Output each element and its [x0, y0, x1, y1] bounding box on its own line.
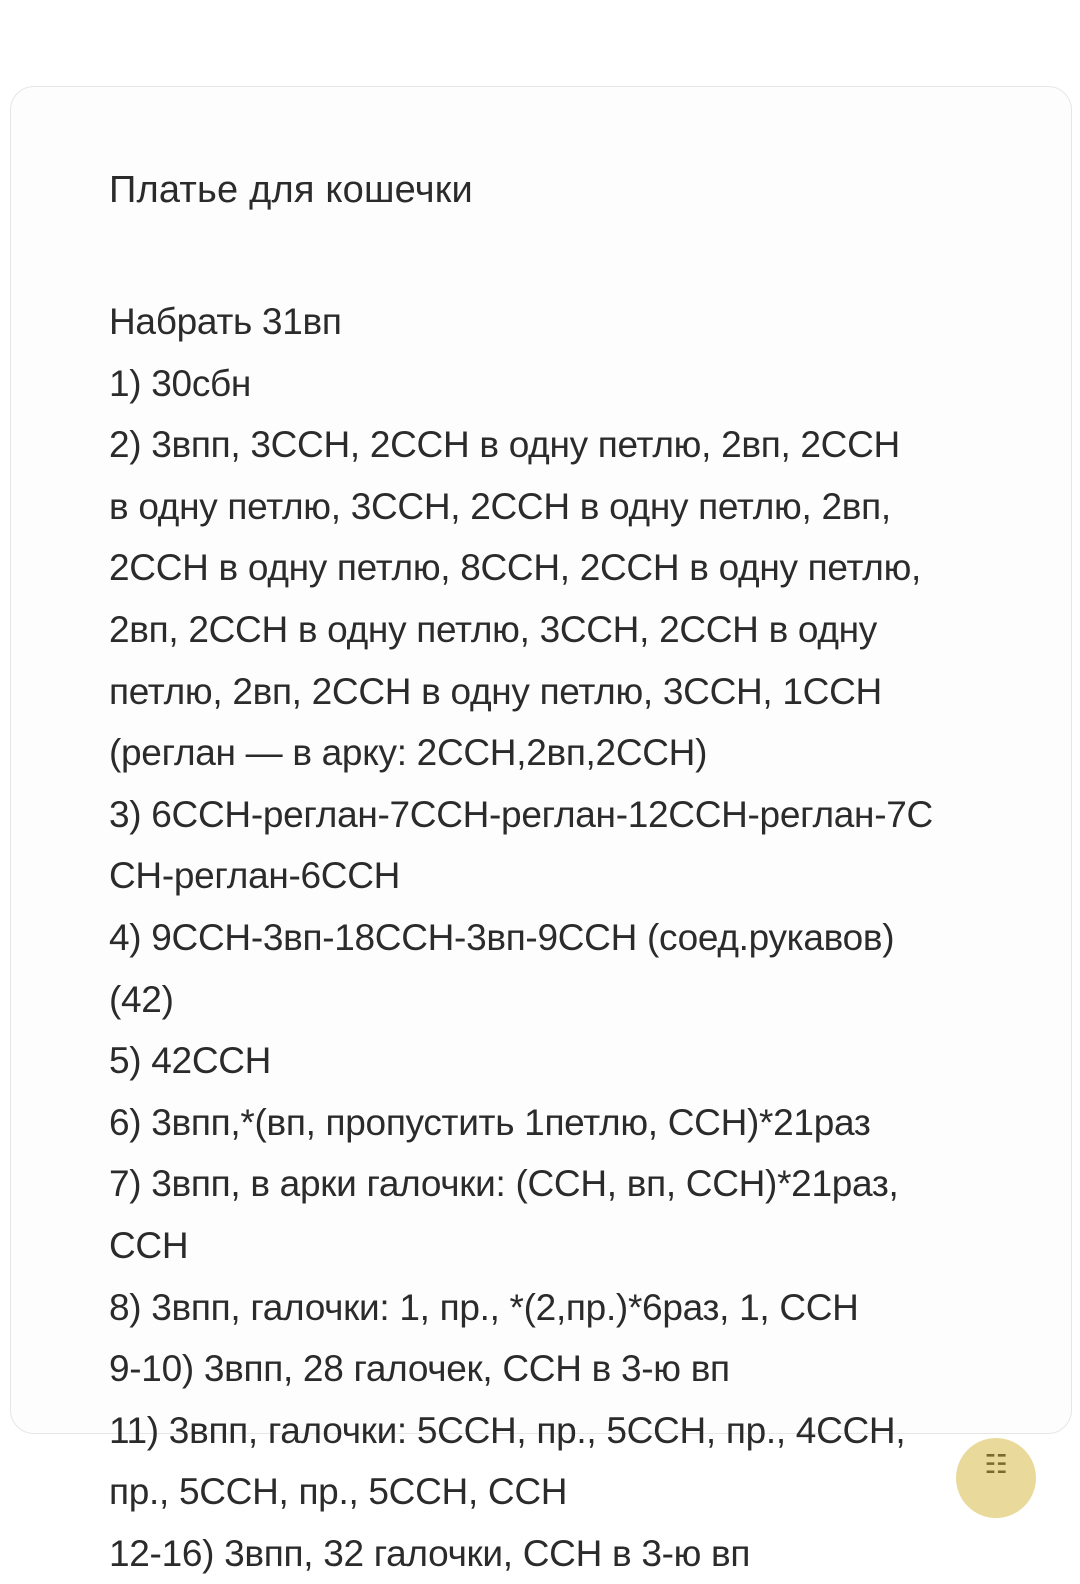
instruction-line: ССН — [109, 1224, 189, 1266]
instruction-line: 9-10) 3впп, 28 галочек, ССН в 3-ю вп — [109, 1348, 730, 1390]
instruction-line: 6) 3впп,*(вп, пропустить 1петлю, ССН)*21раз — [109, 1101, 871, 1143]
note-title: Платье для кошечки — [109, 169, 473, 211]
instruction-line: Набрать 31вп — [109, 301, 342, 342]
instruction-line: в одну петлю, 3ССН, 2ССН в одну петлю, 2вп, — [109, 485, 891, 527]
instruction-line: 3) 6ССН-реглан-7ССН-реглан-12ССН-реглан-7С — [109, 793, 933, 835]
note-content — [109, 165, 1009, 1584]
translate-icon: ☷ — [984, 1450, 1008, 1480]
instruction-line: 2) 3впп, 3ССН, 2ССН в одну петлю, 2вп, 2ССН — [109, 424, 900, 466]
spacer — [109, 215, 1009, 291]
instruction-line: 5) 42ССН — [109, 1040, 272, 1082]
translate-button[interactable] — [956, 1438, 1036, 1518]
instruction-line: 4) 9ССН-3вп-18ССН-3вп-9ССН (соед.рукавов) — [109, 916, 895, 958]
instruction-line: пр., 5ССН, пр., 5ССН, ССН — [109, 1471, 568, 1513]
instruction-line: (реглан — в арку: 2ССН,2вп,2ССН) — [109, 732, 708, 774]
instruction-line: 8) 3впп, галочки: 1, пр., *(2,пр.)*6раз, 1, ССН — [109, 1286, 859, 1328]
instruction-line: (42) — [109, 978, 174, 1020]
instruction-line: 11) 3впп, галочки: 5ССН, пр., 5ССН, пр., 4ССН, — [109, 1409, 906, 1451]
instruction-line: 2ССН в одну петлю, 8ССН, 2ССН в одну петлю, — [109, 547, 921, 589]
instruction-line: 7) 3впп, в арки галочки: (ССН, вп, ССН)*21раз, — [109, 1163, 899, 1205]
instruction-line: 1) 30сбн — [109, 362, 252, 404]
note-card — [10, 86, 1072, 1574]
instruction-line: СН-реглан-6ССН — [109, 855, 401, 897]
instruction-line: петлю, 2вп, 2ССН в одну петлю, 3ССН, 1ССН — [109, 670, 882, 712]
instruction-line: 2вп, 2ССН в одну петлю, 3ССН, 2ССН в одну — [109, 608, 878, 650]
instruction-line: 12-16) 3впп, 32 галочки, ССН в 3-ю вп — [109, 1532, 751, 1574]
